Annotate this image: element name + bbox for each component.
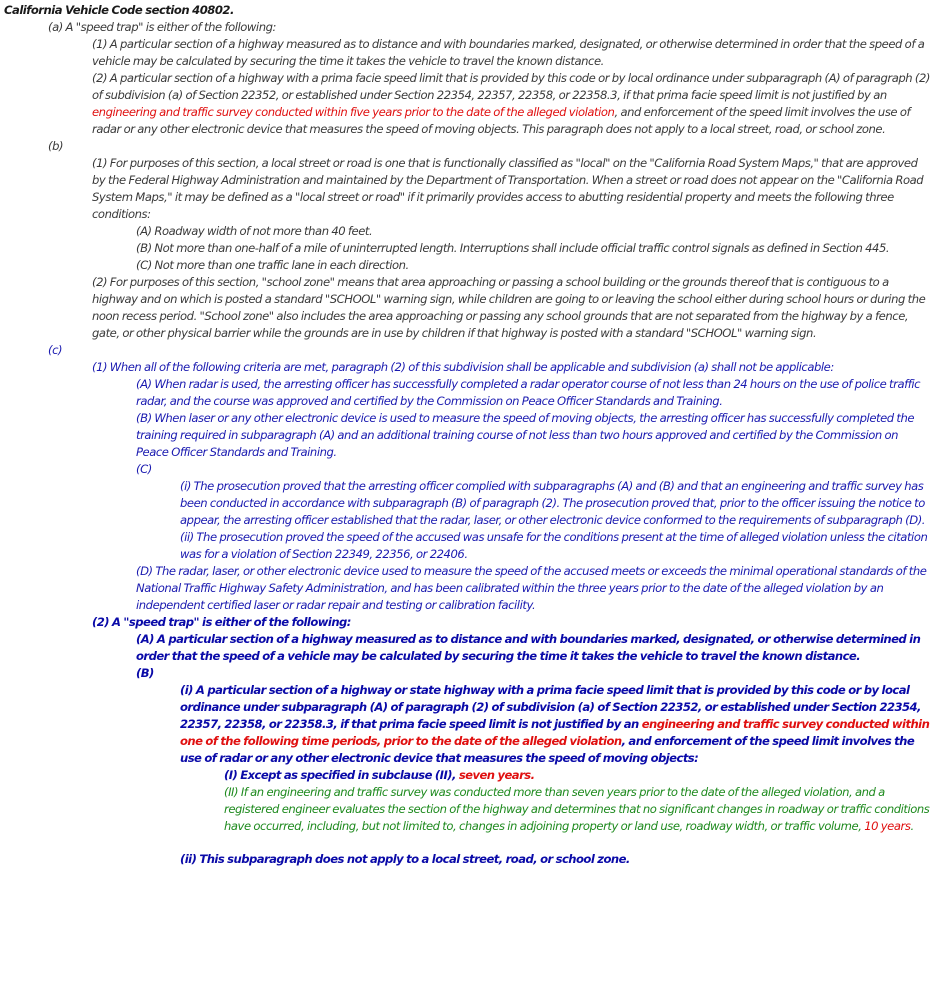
subclause-II-text: (II) If an engineering and traffic survey was conducted more than seven years prior to the date of the alleged violation, and a registered engineer evaluates the section of the highway and determines that no significant changes in roadway or traffic conditions have occurred, including, but not limited to, changes in adjoining property or land use, roadway width, or traffic volume, [224,785,930,833]
subdivision-b-paragraph-2: (2) For purposes of this section, "school zone" means that area approaching or passing a school building or the grounds thereof that is contiguous to a highway and on which is posted a standard "SCHOOL" warning sign, while children are going to or leaving the school either during school hours or during the noon recess period. "School zone" also includes the area approaching or passing any school grounds that are not separated from the highway by a fence, gate, or other physical barrier while the grounds are in use by children if that highway is posted with a standard "SCHOOL" warning sign. [92,275,926,340]
subdivision-c-paragraph-2: (2) A "speed trap" is either of the following: [92,615,351,629]
subdivision-a-heading: (a) A "speed trap" is either of the following: [48,20,276,34]
subdivision-c-paragraph-2-B-ii: (ii) This subparagraph does not apply to a local street, road, or school zone. [180,852,630,866]
subdivision-c-paragraph-2-B-heading: (B) [136,666,154,680]
subdivision-b-paragraph-1-C: (C) Not more than one traffic lane in each direction. [136,258,409,272]
subclause-I-text: (I) Except as specified in subclause (II), [224,768,459,782]
subdivision-c-paragraph-1: (1) When all of the following criteria are met, paragraph (2) of this subdivision shall be applicable and subdivision (a) shall not be applicable: [92,360,834,374]
document-title: California Vehicle Code section 40802. [4,3,234,17]
subdivision-b-paragraph-1: (1) For purposes of this section, a local street or road is one that is functionally classified as "local" on the "California Road System Maps," that are approved by the Federal Highway Administration and maintained by the Department of Transportation. When a street or road does not appear on the "California Road System Maps," it may be defined as a "local street or road" if it primarily provides access to abutting residential property and meets the following three conditions: [92,156,924,221]
subdivision-c-paragraph-2-B-i [180,682,933,767]
subdivision-c-heading: (c) [48,343,63,357]
subclause-I [224,767,941,784]
subdivision-b-heading: (b) [48,139,64,153]
spacer [4,835,941,851]
subclause-II-period: . [910,819,914,833]
subdivision-a-paragraph-1: (1) A particular section of a highway measured as to distance and with boundaries marked, designated, or otherwise determined in order that the speed of a vehicle may be calculated by securing the time it takes the vehicle to travel the known distance. [92,37,925,68]
a-p2-text-after: , and enforcement of the speed limit involves the use of radar or any other electronic device that measures the speed of moving objects. This paragraph does not apply to a local street, road, or school zone. [92,105,911,136]
c-p2-B-i-highlight-time-periods: engineering and traffic survey conducted within one of the following time periods, prior to the date of the alleged violation [180,717,930,748]
c-p2-B-i-text-after: , and enforcement of the speed limit involves the use of radar or any other electronic device that measures the speed of moving objects: [180,734,915,765]
subdivision-b-paragraph-1-B: (B) Not more than one-half of a mile of uninterrupted length. Interruptions shall include official traffic control signals as defined in Section 445. [136,241,890,255]
subclause-II-highlight-ten-years: 10 years [864,819,911,833]
subdivision-c-paragraph-1-C-i: (i) The prosecution proved that the arresting officer complied with subparagraphs (A) and (B) and that an engineering and traffic survey has been conducted in accordance with subparagraph (B) of paragraph (2). The prosecution proved that, prior to the officer issuing the notice to appear, the arresting officer established that the radar, laser, or other electronic device conformed to the requirements of subparagraph (D). [180,479,926,527]
subclause-II [224,784,933,835]
a-p2-text-before: (2) A particular section of a highway with a prima facie speed limit that is provided by this code or by local ordinance under subparagraph (A) of paragraph (2) of subdivision (a) of Section 22352, or established under Section 22354, 22357, 22358, or 22358.3, if that prima facie speed limit is not justified by an [92,71,930,102]
subdivision-c-paragraph-1-C-ii: (ii) The prosecution proved the speed of the accused was unsafe for the conditions present at the time of alleged violation unless the citation was for a violation of Section 22349, 22356, or 22406. [180,530,928,561]
a-p2-highlight-five-years: engineering and traffic survey conducted within five years prior to the date of the alleged violation [92,105,615,119]
subdivision-c-paragraph-1-D: (D) The radar, laser, or other electronic device used to measure the speed of the accused meets or exceeds the minimal operational standards of the National Traffic Highway Safety Administration, and has been calibrated within the three years prior to the date of the alleged violation by an independent certified laser or radar repair and testing or calibration facility. [136,564,927,612]
subdivision-c-paragraph-1-C-heading: (C) [136,462,152,476]
subclause-I-highlight-seven-years: seven years. [458,768,535,782]
subdivision-c-paragraph-2-A: (A) A particular section of a highway measured as to distance and with boundaries marked, designated, or otherwise determined in order that the speed of a vehicle may be calculated by securing the time it takes the vehicle to travel the known distance. [136,632,921,663]
c-p2-B-i-text-before: (i) A particular section of a highway or state highway with a prima facie speed limit that is provided by this code or by local ordinance under subparagraph (A) of paragraph (2) of subdivision (a) of Section 22352, or established under Section 22354, 22357, 22358, or 22358.3, if that prima facie speed limit is not justified by an [180,683,921,731]
subdivision-b-paragraph-1-A: (A) Roadway width of not more than 40 feet. [136,224,373,238]
subdivision-c-paragraph-1-A: (A) When radar is used, the arresting officer has successfully completed a radar operator course of not less than 24 hours on the use of police traffic radar, and the course was approved and certified by the Commission on Peace Officer Standards and Training. [136,377,921,408]
subdivision-a-paragraph-2 [92,70,933,138]
subdivision-c-paragraph-1-B: (B) When laser or any other electronic device is used to measure the speed of moving objects, the arresting officer has successfully completed the training required in subparagraph (A) and an additional training course of not less than two hours approved and certified by the Commission on Peace Officer Standards and Training. [136,411,915,459]
